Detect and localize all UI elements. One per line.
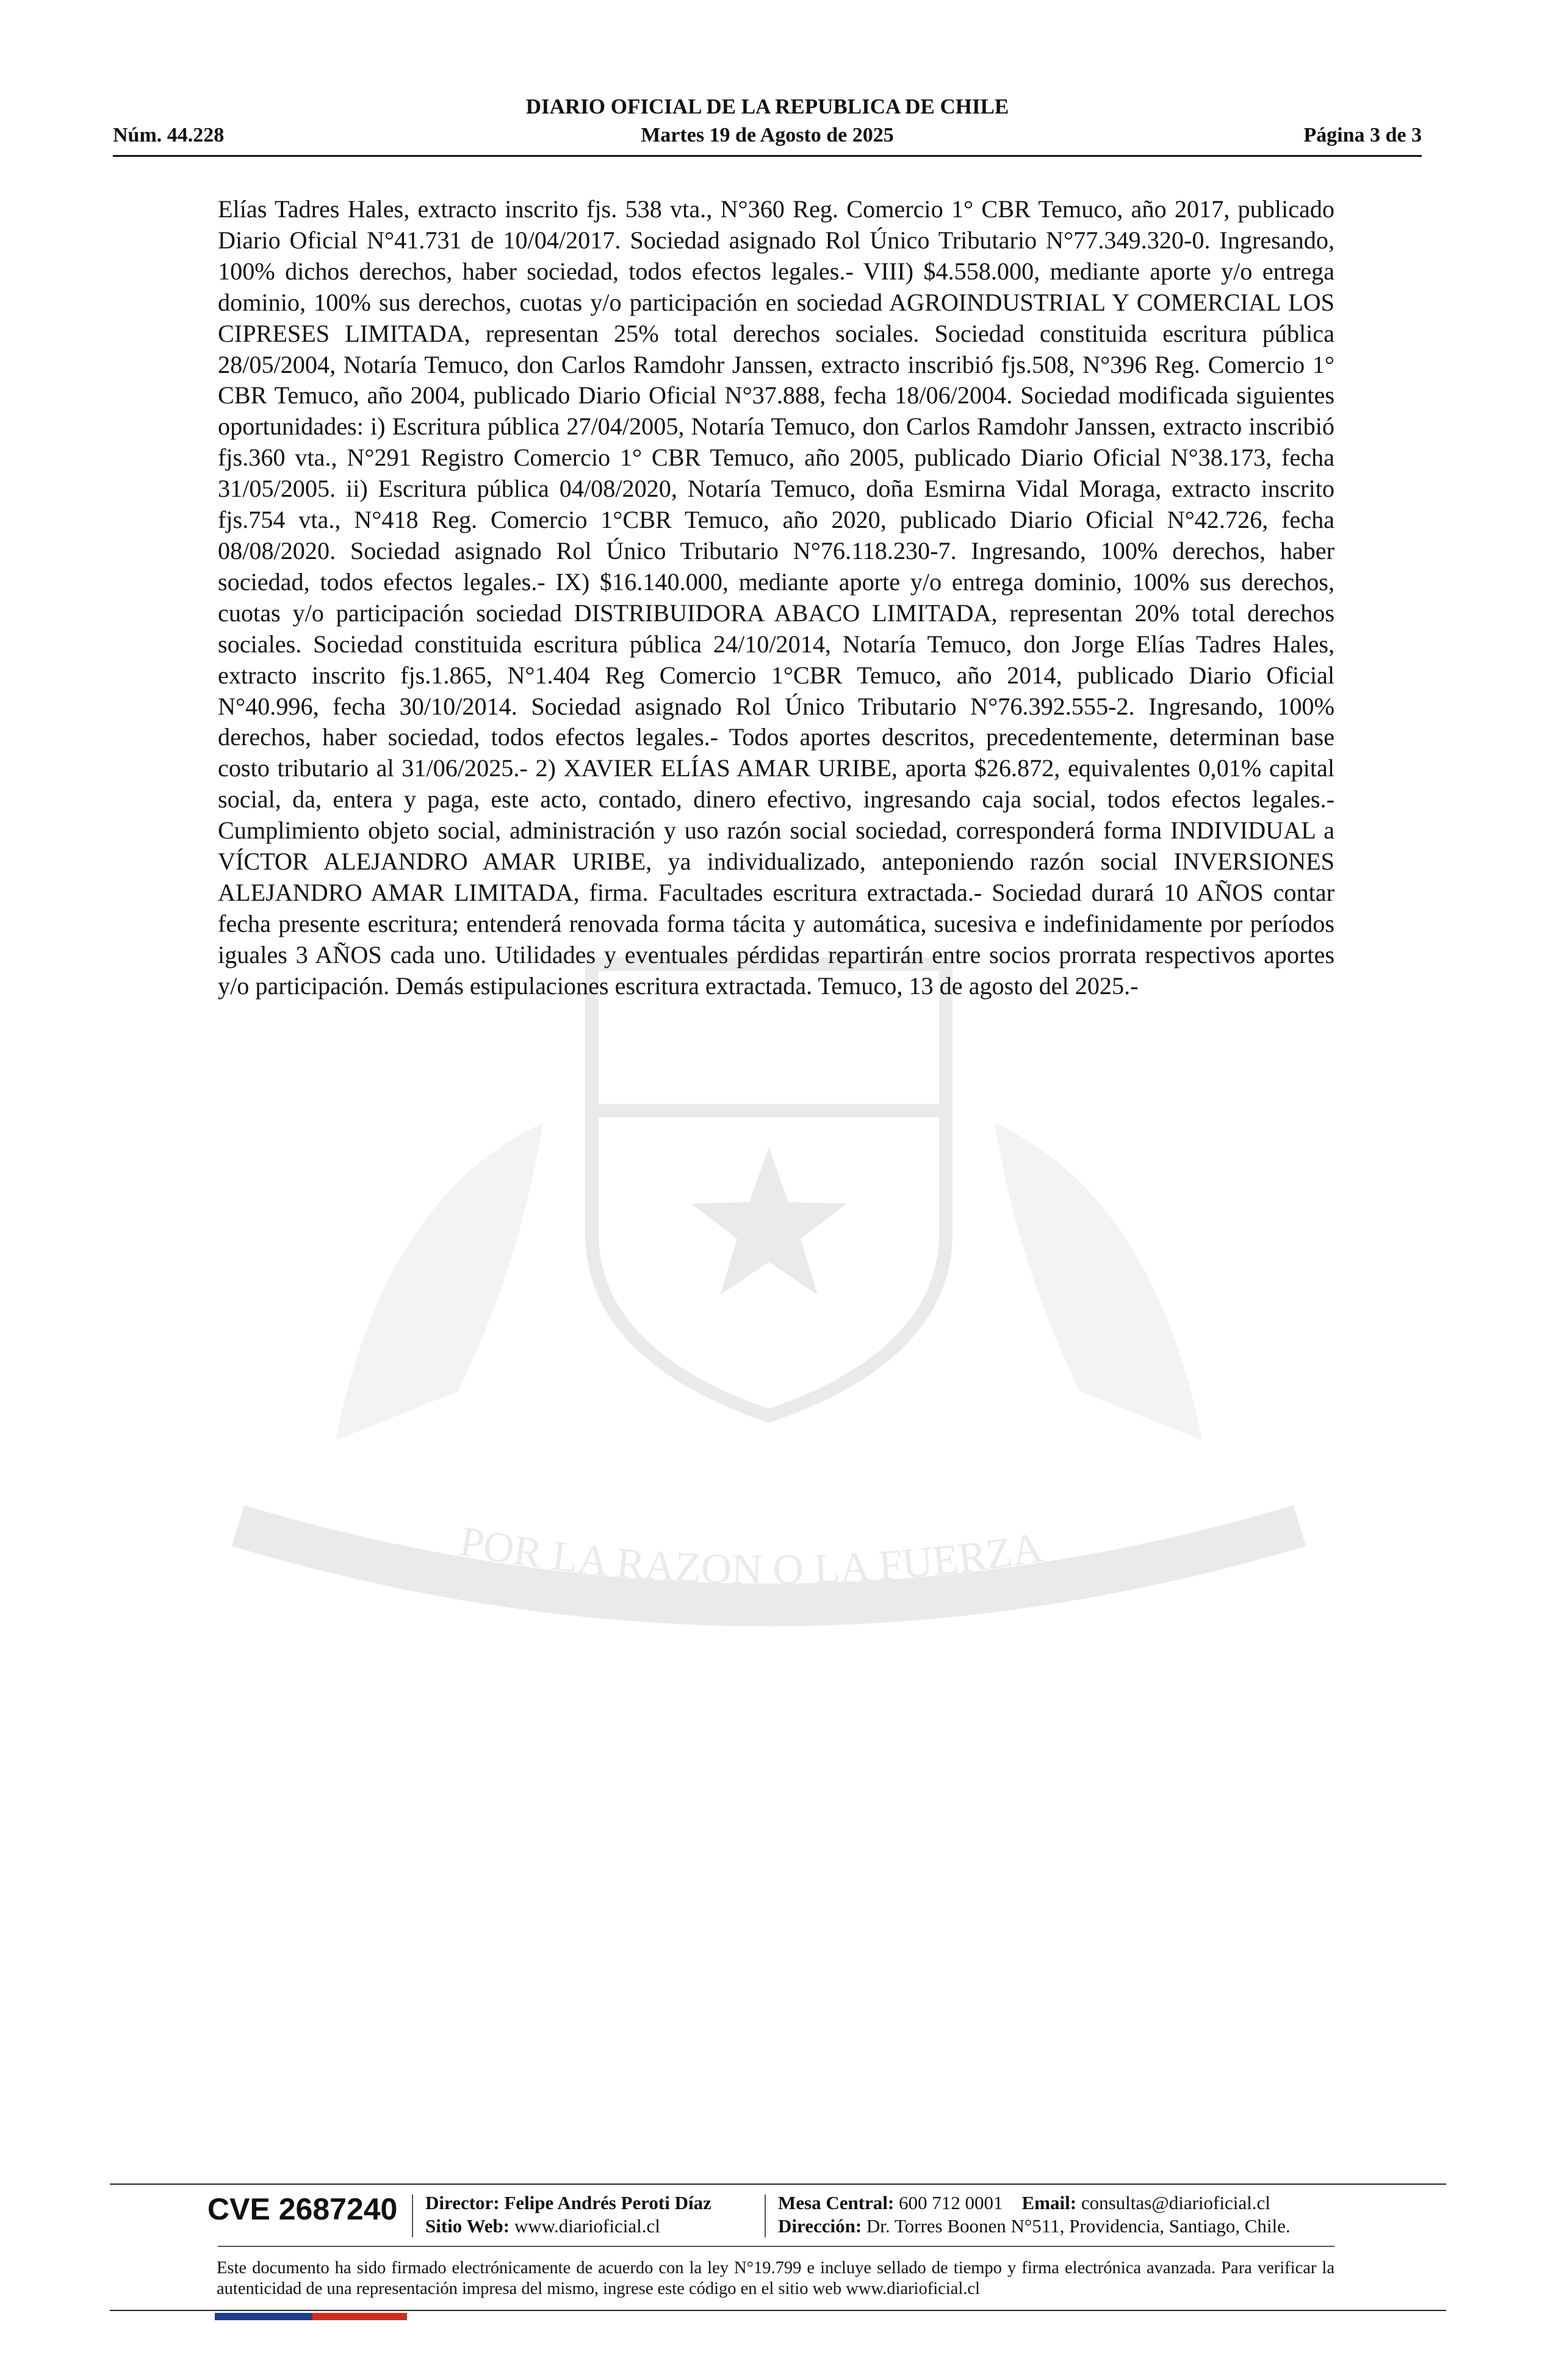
footer-bottom-rule (110, 2310, 1446, 2311)
footer-contact-block (778, 2191, 1291, 2238)
issue-date: Martes 19 de Agosto de 2025 (641, 124, 894, 146)
publication-title: DIARIO OFICIAL DE LA REPUBLICA DE CHILE (525, 95, 1009, 118)
address-value: Dr. Torres Boonen N°511, Providencia, Santiago, Chile. (866, 2215, 1291, 2237)
footer-top-rule (110, 2183, 1446, 2185)
web-link[interactable]: www.diarioficial.cl (514, 2215, 660, 2237)
coat-of-arms-watermark (201, 891, 1336, 1709)
director-label: Director: (425, 2192, 500, 2213)
star-icon (691, 1147, 847, 1295)
mesa-value: 600 712 0001 (899, 2192, 1003, 2213)
email-label: Email: (1021, 2192, 1077, 2213)
page-number: Página 3 de 3 (1303, 124, 1422, 146)
cve-code: CVE 2687240 (207, 2192, 398, 2226)
footer-disclaimer: Este documento ha sido firmado electrónicamente de acuerdo con la ley N°19.799 e incluye sellado de tiempo y firma electrónica avanzada. Para verificar la autenticidad de una representación impresa del mismo, ingrese este código en el sitio web www.diarioficial.cl (217, 2259, 1334, 2298)
email-link[interactable]: consultas@diarioficial.cl (1081, 2192, 1270, 2213)
flag-stripe-blue (215, 2313, 312, 2320)
motto-text: POR LA RAZON O LA FUERZA (456, 1518, 1046, 1594)
page-header (113, 95, 1422, 162)
footer-director-block (425, 2191, 711, 2238)
address-label: Dirección: (778, 2215, 862, 2237)
document-body (218, 194, 1334, 1002)
issue-number: Núm. 44.228 (113, 124, 225, 146)
mesa-label: Mesa Central: (778, 2192, 895, 2213)
web-label: Sitio Web: (425, 2215, 510, 2237)
flag-stripe-red (312, 2313, 407, 2320)
footer-separator (412, 2194, 413, 2237)
header-rule (113, 155, 1422, 157)
director-name: Felipe Andrés Peroti Díaz (504, 2192, 711, 2213)
body-paragraph: Elías Tadres Hales, extracto inscrito fjs. 538 vta., N°360 Reg. Comercio 1° CBR Temuco, año 2017, publicado Diario Oficial N°41.731 de 10/04/2017. Sociedad asignado Rol Único Tributario N°77.349.320-0. Ingresando, 100% dichos derechos, haber sociedad, todos efectos legales.- VIII) $4.558.000, mediante aporte y/o entrega dominio, 100% sus derechos, cuotas y/o participación en sociedad AGROINDUSTRIAL Y COMERCIAL LOS CIPRESES LIMITADA, representan 25% total derechos sociales. Sociedad constituida escritura pública 28/05/2004, Notaría Temuco, don Carlos Ramdohr Janssen, extracto inscribió fjs.508, N°396 Reg. Comercio 1° CBR Temuco, año 2004, publicado Diario Oficial N°37.888, fecha 18/06/2004. Sociedad modificada siguientes oportunidades: i) Escritura pública 27/04/2005, Notaría Temuco, don Carlos Ramdohr Janssen, extracto inscribió fjs.360 vta., N°291 Registro Comercio 1° CBR Temuco, año 2005, publicado Diario Oficial N°38.173, fecha 31/05/2005. ii) Escritura pública 04/08/2020, Notaría Temuco, doña Esmirna Vidal Moraga, extracto inscrito fjs.754 vta., N°418 Reg. Comercio 1°CBR Temuco, año 2020, publicado Diario Oficial N°42.726, fecha 08/08/2020. Sociedad asignado Rol Único Tributario N°76.118.230-7. Ingresando, 100% derechos, haber sociedad, todos efectos legales.- IX) $16.140.000, mediante aporte y/o entrega dominio, 100% sus derechos, cuotas y/o participación sociedad DISTRIBUIDORA ABACO LIMITADA, representan 20% total derechos sociales. Sociedad constituida escritura pública 24/10/2014, Notaría Temuco, don Jorge Elías Tadres Hales, extracto inscrito fjs.1.865, N°1.404 Reg Comercio 1°CBR Temuco, año 2014, publicado Diario Oficial N°40.996, fecha 30/10/2014. Sociedad asignado Rol Único Tributario N°76.392.555-2. Ingresando, 100% derechos, haber sociedad, todos efectos legales.- Todos aportes descritos, precedentemente, determinan base costo tributario al 31/06/2025.- 2) XAVIER ELÍAS AMAR URIBE, aporta $26.872, equivalentes 0,01% capital social, da, entera y paga, este acto, contado, dinero efectivo, ingresando caja social, todos efectos legales.- Cumplimiento objeto social, administración y uso razón social sociedad, corresponderá forma INDIVIDUAL a VÍCTOR ALEJANDRO AMAR URIBE, ya individualizado, anteponiendo razón social INVERSIONES ALEJANDRO AMAR LIMITADA, firma. Facultades escritura extractada.- Sociedad durará 10 AÑOS contar fecha presente escritura; entenderá renovada forma tácita y automática, sucesiva e indefinidamente por períodos iguales 3 AÑOS cada uno. Utilidades y eventuales pérdidas repartirán entre socios prorrata respectivos aportes y/o participación. Demás estipulaciones escritura extractada. Temuco, 13 de agosto del 2025.- (218, 195, 1334, 1000)
footer-middle-rule (218, 2246, 1334, 2247)
footer-separator (765, 2194, 766, 2237)
svg-text:POR LA RAZON O LA FUERZA (456, 1518, 1046, 1593)
